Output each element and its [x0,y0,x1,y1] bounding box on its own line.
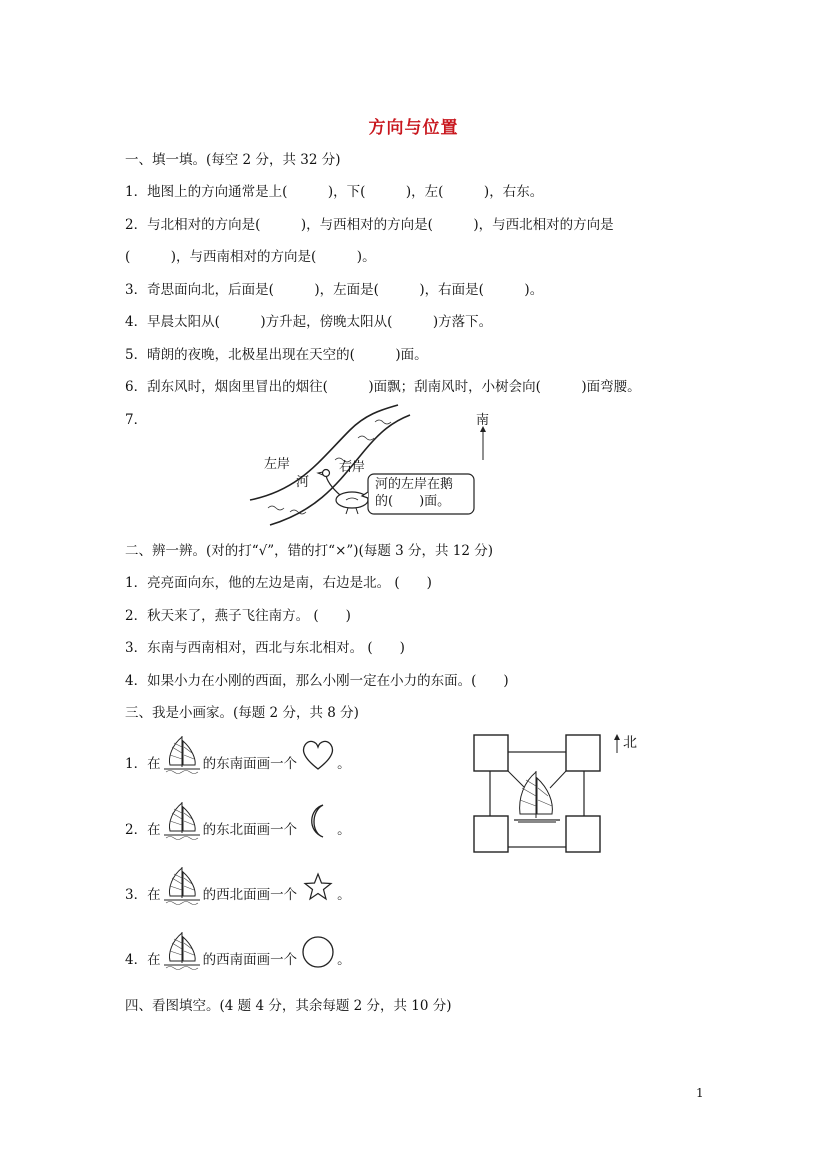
drawing-grid-figure [470,730,605,855]
grid-box-northeast [566,735,600,771]
question-3-2-prefix: 2．在 [125,822,161,838]
question-3-4 [125,929,351,971]
south-label: 南 [476,413,490,428]
question-1-2a: 2．与北相对的方向是( )，与西相对的方向是( )，与西北相对的方向是 [125,217,614,233]
question-2-2: 2．秋天来了，燕子飞往南方。 ( ) [125,608,351,624]
question-1-1: 1．地图上的方向通常是上( )，下( )，左( )，右东。 [125,184,544,200]
question-3-1-end: 。 [337,756,351,772]
sailboat-icon [162,864,202,906]
question-3-3 [125,864,351,906]
north-arrow-icon [612,733,622,755]
bubble-line-1: 河的左岸在鹅 [375,477,454,492]
question-3-3-suffix: 的西北面画一个 [202,887,298,903]
question-1-2b: ( )，与西南相对的方向是( )。 [125,249,376,265]
heart-icon [299,735,337,775]
question-2-4: 4．如果小力在小刚的西面，那么小刚一定在小力的东面。( ) [125,673,509,689]
question-3-1-suffix: 的东南面画一个 [202,756,298,772]
question-3-1 [125,733,351,775]
section-3-heading: 三、我是小画家。(每题 2 分，共 8 分) [125,705,359,721]
grid-box-southeast [566,816,600,852]
question-3-2-suffix: 的东北面画一个 [202,822,298,838]
south-arrow-icon [480,426,486,460]
sailboat-icon [514,771,560,823]
sailboat-icon [162,799,202,841]
question-2-3: 3．东南与西南相对，西北与东北相对。 ( ) [125,640,405,656]
question-1-6: 6．刮东风时，烟囱里冒出的烟往( )面飘；刮南风时，小树会向( )面弯腰。 [125,379,641,395]
section-4-heading: 四、看图填空。(4 题 4 分，其余每题 2 分，共 10 分) [125,998,452,1014]
right-bank-label: 右岸 [339,460,366,475]
north-label: 北 [623,735,637,751]
river-label: 河 [296,475,310,490]
circle-icon [299,931,337,971]
question-1-7: 7． [125,412,148,428]
question-3-4-suffix: 的西南面画一个 [202,952,298,968]
section-2-heading: 二、辨一辨。(对的打“√”，错的打“×”)(每题 3 分，共 12 分) [125,543,494,559]
question-3-2 [125,799,351,841]
grid-box-southwest [474,816,508,852]
question-1-5: 5．晴朗的夜晚，北极星出现在天空的( )面。 [125,347,428,363]
question-3-3-prefix: 3．在 [125,887,161,903]
page-number: 1 [696,1086,704,1100]
star-icon [299,866,337,906]
question-1-4: 4．早晨太阳从( )方升起，傍晚太阳从( )方落下。 [125,314,493,330]
sailboat-icon [162,733,202,775]
question-3-4-end: 。 [337,952,351,968]
left-bank-label: 左岸 [264,457,291,472]
page-title: 方向与位置 [368,118,459,138]
question-1-3: 3．奇思面向北，后面是( )，左面是( )，右面是( )。 [125,282,544,298]
bubble-line-2: 的( )面。 [375,494,451,509]
question-3-4-prefix: 4．在 [125,952,161,968]
section-1-heading: 一、填一填。(每空 2 分，共 32 分) [125,152,341,168]
question-3-2-end: 。 [337,822,351,838]
question-3-3-end: 。 [337,887,351,903]
crescent-moon-icon [299,801,337,841]
question-3-1-prefix: 1．在 [125,756,161,772]
question-2-1: 1．亮亮面向东，他的左边是南，右边是北。 ( ) [125,575,432,591]
grid-box-northwest [474,735,508,771]
sailboat-icon [162,929,202,971]
